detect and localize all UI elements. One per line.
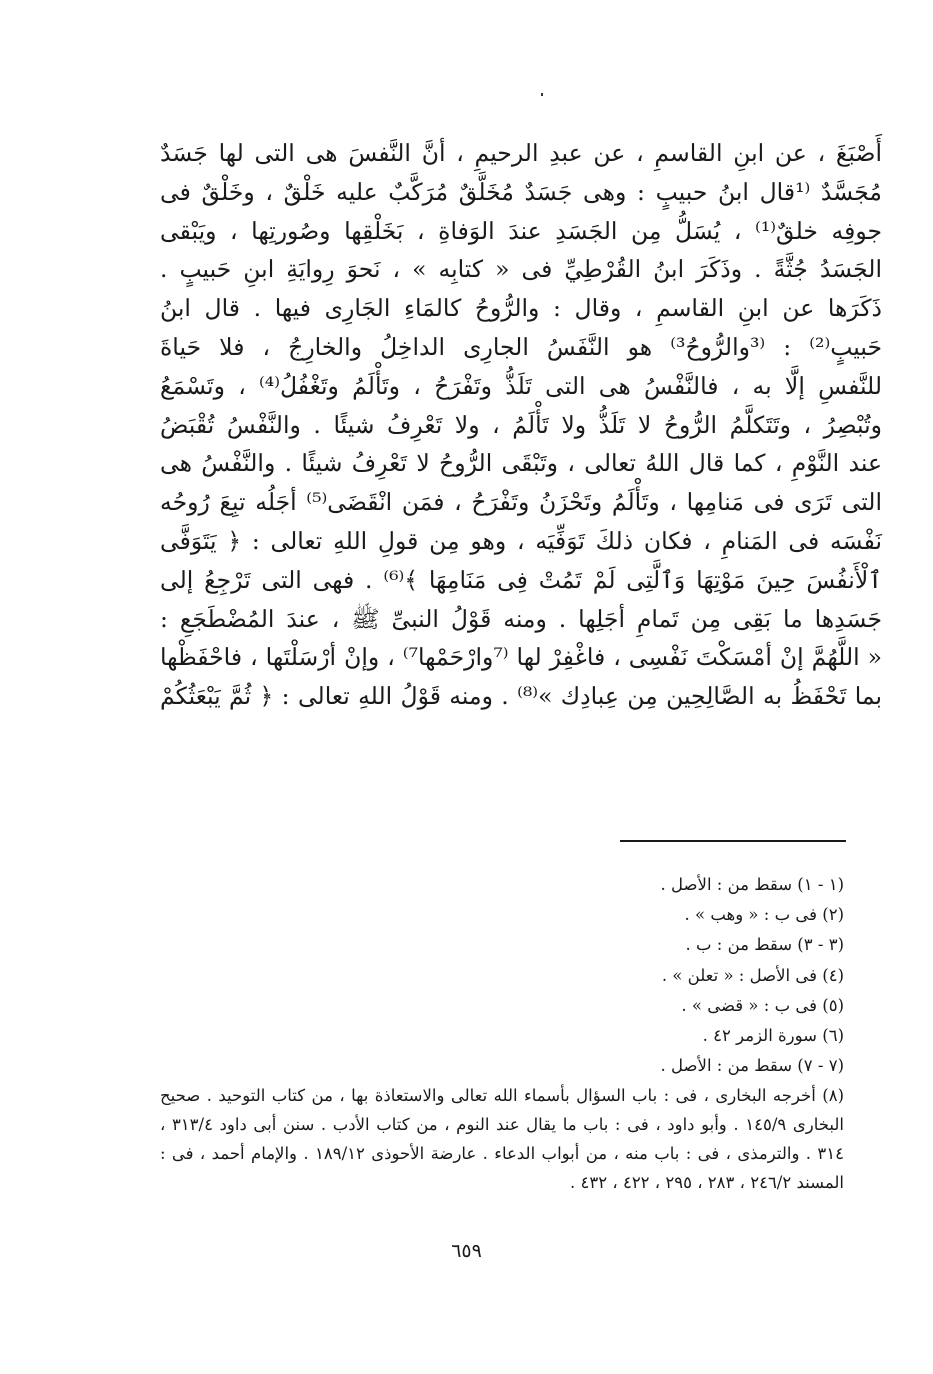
text-line: أَصْبَغَ ، عن ابنِ القاسمِ ، عن عبدِ الرحيمِ ، أنَّ النَّفسَ هى التى لها جَسَدٌ xyxy=(160,139,882,167)
text-line: الجَسَدُ جُثَّةً . وذَكَرَ ابنُ القُرْطِيِّ فى « كتابِه » ، نَحوَ رِوايَةِ ابنِ حَبيبٍ . xyxy=(160,255,882,284)
print-speck xyxy=(541,93,543,96)
main-text xyxy=(160,134,882,716)
text-line: وتُبْصِرُ ، وتَتَكلَّمُ الرُّوحُ لا تَلَذُّ ولا تَأْلَمُ ، ولا تَعْرِفُ شيئًا . والنَّفْسُ تُقْبَضُ xyxy=(160,410,882,439)
footnote: (٥) فى ب : « قضى » . xyxy=(681,995,844,1015)
footnote: (٣ - ٣) سقط من : ب . xyxy=(685,935,844,955)
footnote: (٧ - ٧) سقط من : الأصل . xyxy=(660,1056,844,1076)
text-line: ذَكَرَها عن ابنِ القاسمِ ، وقال : والرُّوحُ كالمَاءِ الجَارِى فيها . قال ابنُ xyxy=(160,294,882,323)
text-line: التى تَرَى فى مَنامِها ، وتَأْلَمُ وتَحْزَنُ وتَفْرَحُ ، فمَن انْقَضَى⁽⁵⁾ أجَلُه تبِعَ رُوحُه xyxy=(160,488,882,517)
footnote: (٢) فى ب : « وهب » . xyxy=(684,905,844,925)
text-line: مُجَسَّدٌ ⁽¹قال ابنُ حبيبٍ : وهى جَسَدٌ مُخَلَّقٌ مُرَكَّبٌ عليه خَلْقٌ ، وخَلْقٌ فى xyxy=(160,177,882,206)
footnote-separator xyxy=(620,840,846,842)
text-line: حَبيبٍ⁽²⁾ : ⁽³والرُّوحُ³⁾ هو النَّفَسُ الجارِى الداخِلُ والخارِجُ ، فلا حَياةَ xyxy=(160,332,882,361)
footnote: (٦) سورة الزمر ٤٢ . xyxy=(702,1026,844,1046)
text-line: جَسَدِها ما بَقِى مِن تَمامِ أجَلِها . ومنه قَوْلُ النبىِّ ﷺ ، عندَ المُضْطَجَعِ : xyxy=(160,604,882,633)
footnotes xyxy=(160,870,880,1197)
text-line: بما تَحْفَظُ به الصَّالِحِين مِن عِبادِك »⁽⁸⁾ . ومنه قَوْلُ اللهِ تعالى : ﴿ ثُمَّ يَبْعَثُكُمْ xyxy=(160,682,882,711)
text-line: نَفْسَه فى المَنامِ ، فكان ذلكَ تَوَفِّيَه ، وهو مِن قولِ اللهِ تعالى : ﴿ يَتَوَفَّى xyxy=(160,526,882,555)
text-line: ٱلْأَنفُسَ حِينَ مَوْتِهَا وَٱلَّتِى لَمْ تَمُتْ فِى مَنَامِهَا ﴾⁽⁶⁾ . فهى التى تَرْجِعُ إلى xyxy=(160,565,882,594)
footnote-long: (٨) أخرجه البخارى ، فى : باب السؤال بأسماء الله تعالى والاستعاذة بها ، من كتاب التوحيد . صحيح البخارى ١٤٥/٩ . وأبو داود ، فى : باب ما يقال عند النوم ، من كتاب الأدب . سنن أبى داود ٣١٣/٤ ، ٣١٤ . والترمذى ، فى : باب منه ، من أبواب الدعاء . عارضة الأحوذى ١٨٩/١٢ . والإمام أحمد ، فى : المسند ٢٤٦/٢ ، ٢٨٣ ، ٢٩٥ ، ٤٢٢ ، ٤٣٢ . xyxy=(160,1086,845,1193)
text-line: « اللَّهُمَّ إنْ أمْسَكْتَ نَفْسِى ، فاغْفِرْ لها ⁽⁷وارْحَمْها⁷⁾ ، وإنْ أرْسَلْتَها ، فاحْفَظْها xyxy=(160,643,883,672)
footnote: (٤) فى الأصل : « تعلن » . xyxy=(661,965,844,985)
footnote: (١ - ١) سقط من : الأصل . xyxy=(660,875,844,894)
text-line: للنَّفسِ إلَّا به ، فالنَّفْسُ هى التى تَلَذُّ وتَفْرَحُ ، وتَأْلَمُ وتَغْفُلُ⁽⁴⁾ ، وتَسْمَعُ xyxy=(160,371,882,400)
page-number: ٦٥٩ xyxy=(451,1240,482,1262)
text-line: جوفِه خلقٌ⁽¹⁾ ، يُسَلُّ مِن الجَسَدِ عندَ الوَفاةِ ، بَخَلْقِها وصُورتِها ، ويَبْقى xyxy=(160,216,882,245)
text-line: عند النَّوْمِ ، كما قال اللهُ تعالى ، وتَبْقَى الرُّوحُ لا تَعْرِفُ شيئًا . والنَّفْسُ هى xyxy=(160,449,882,478)
